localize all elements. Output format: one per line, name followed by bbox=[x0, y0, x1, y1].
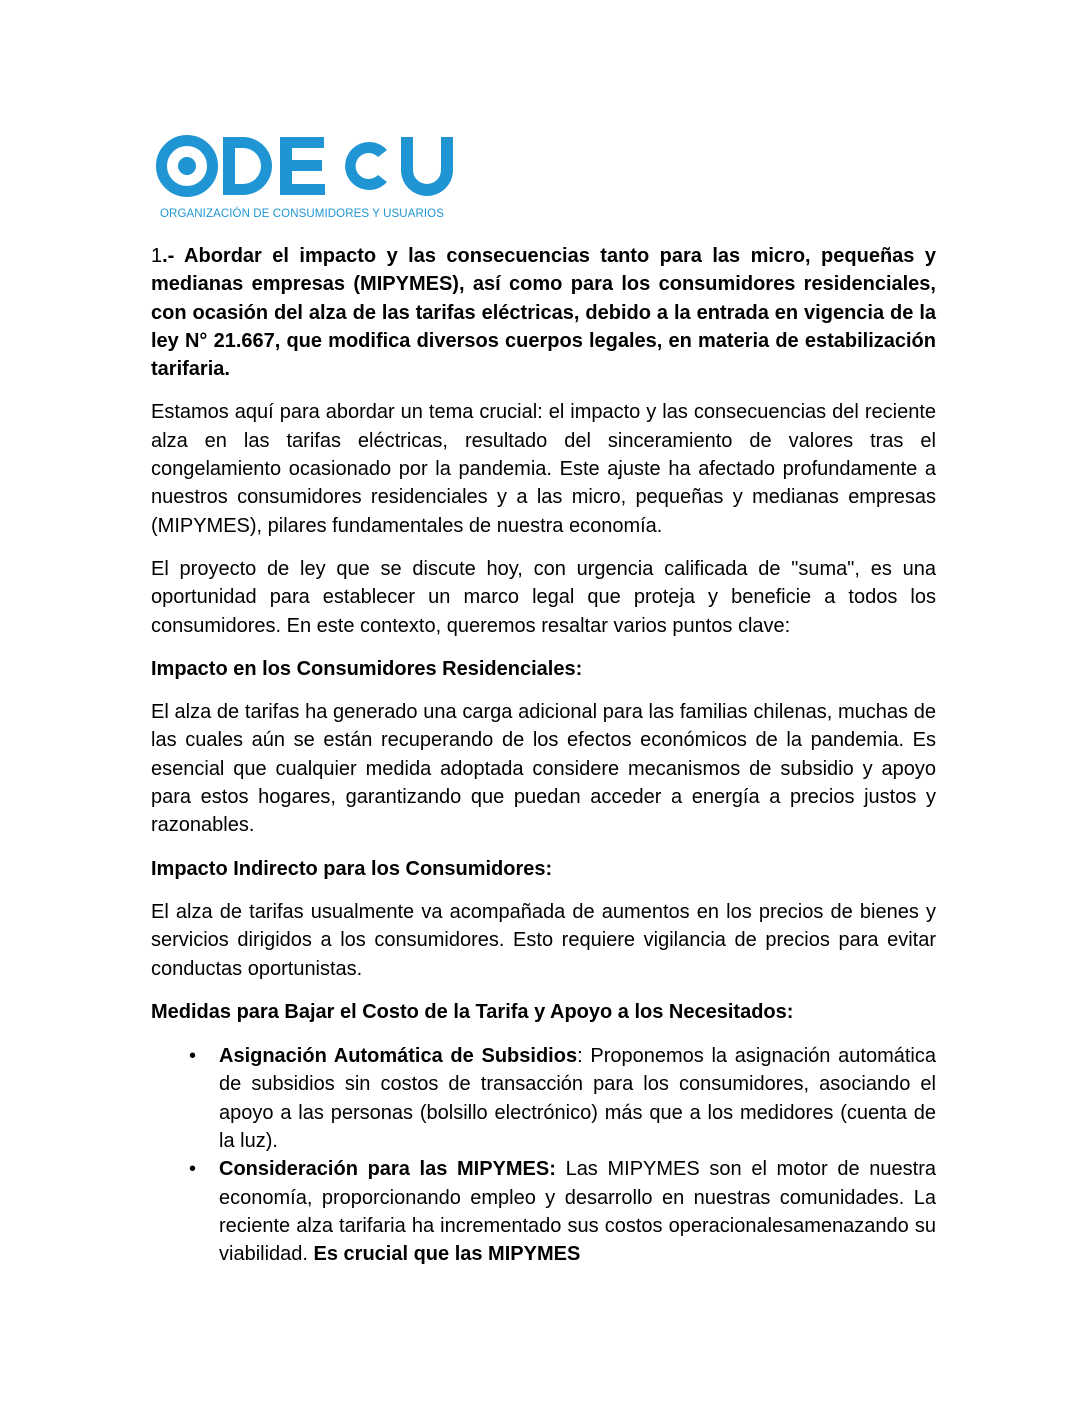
intro-paragraph bbox=[151, 242, 936, 383]
document-body bbox=[151, 242, 936, 1269]
bullet-title: Asignación Automática de Subsidios bbox=[219, 1045, 578, 1068]
measures-list bbox=[151, 1042, 936, 1268]
intro-number: 1 bbox=[151, 245, 163, 267]
section-heading-measures: Medidas para Bajar el Costo de la Tarifa y Apoyo a los Necesitados: bbox=[151, 1000, 794, 1023]
bullet-marker: • bbox=[189, 1158, 197, 1181]
bullet-text: Las MIPYMES son el motor de nuestra economía, proporcionando empleo y desarrollo en nuestras comunidades. La reciente alza tarifaria ha incrementado sus costos operacionalesamenazando su viabilidad. bbox=[219, 1158, 936, 1266]
logo-tagline: ORGANIZACIÓN DE CONSUMIDORES Y USUARIOS bbox=[160, 208, 444, 220]
intro-heading-text: .- Abordar el impacto y las consecuencias tanto para las micro, pequeñas y medianas empresas (MIPYMES), así como para los consumidores residenciales, con ocasión del alza de las tarifas eléctricas, debido a la entrada en vigencia de la ley N° 21.667, que modifica diversos cuerpos legales, en materia de estabilización tarifaria. bbox=[151, 245, 936, 381]
section-body-indirect: El alza de tarifas usualmente va acompañada de aumentos en los precios de bienes y servicios dirigidos a los consumidores. Esto requiere vigilancia de precios para evitar conductas oportunistas. bbox=[151, 900, 936, 980]
list-item bbox=[189, 1042, 936, 1155]
bullet-title: Consideración para las MIPYMES: bbox=[219, 1158, 556, 1181]
section-heading-indirect: Impacto Indirecto para los Consumidores: bbox=[151, 857, 553, 880]
body-paragraph-2: El proyecto de ley que se discute hoy, con urgencia calificada de "suma", es una oportunidad para establecer un marco legal que proteja y beneficie a todos los consumidores. En este contexto, queremos resaltar varios puntos clave: bbox=[151, 557, 936, 637]
bullet-marker: • bbox=[189, 1045, 197, 1068]
body-paragraph-1: Estamos aquí para abordar un tema crucial: el impacto y las consecuencias del reciente alza en las tarifas eléctricas, resultado del sinceramiento de valores tras el congelamiento ocasionado por la pandemia. Este ajuste ha afectado profundamente a nuestros consumidores residenciales y a las micro, pequeñas y medianas empresas (MIPYMES), pilares fundamentales de nuestra economía. bbox=[151, 401, 936, 537]
section-body-residential: El alza de tarifas ha generado una carga adicional para las familias chilenas, muchas de las cuales aún se están recuperando de los efectos económicos de la pandemia. Es esencial que cualquier medida adoptada considere mecanismos de subsidio y apoyo para estos hogares, garantizando que puedan acceder a energía a precios justos y razonables. bbox=[151, 701, 936, 837]
section-heading-residential: Impacto en los Consumidores Residenciales: bbox=[151, 657, 583, 680]
odecu-logo bbox=[155, 132, 465, 224]
bullet-tail: Es crucial que las MIPYMES bbox=[313, 1243, 581, 1266]
bullet-text: : Proponemos la asignación automática de subsidios sin costos de transacción para los consumidores, asociando el apoyo a las personas (bolsillo electrónico) más que a los medidores (cuenta de la luz). bbox=[219, 1045, 936, 1153]
list-item bbox=[189, 1155, 936, 1268]
